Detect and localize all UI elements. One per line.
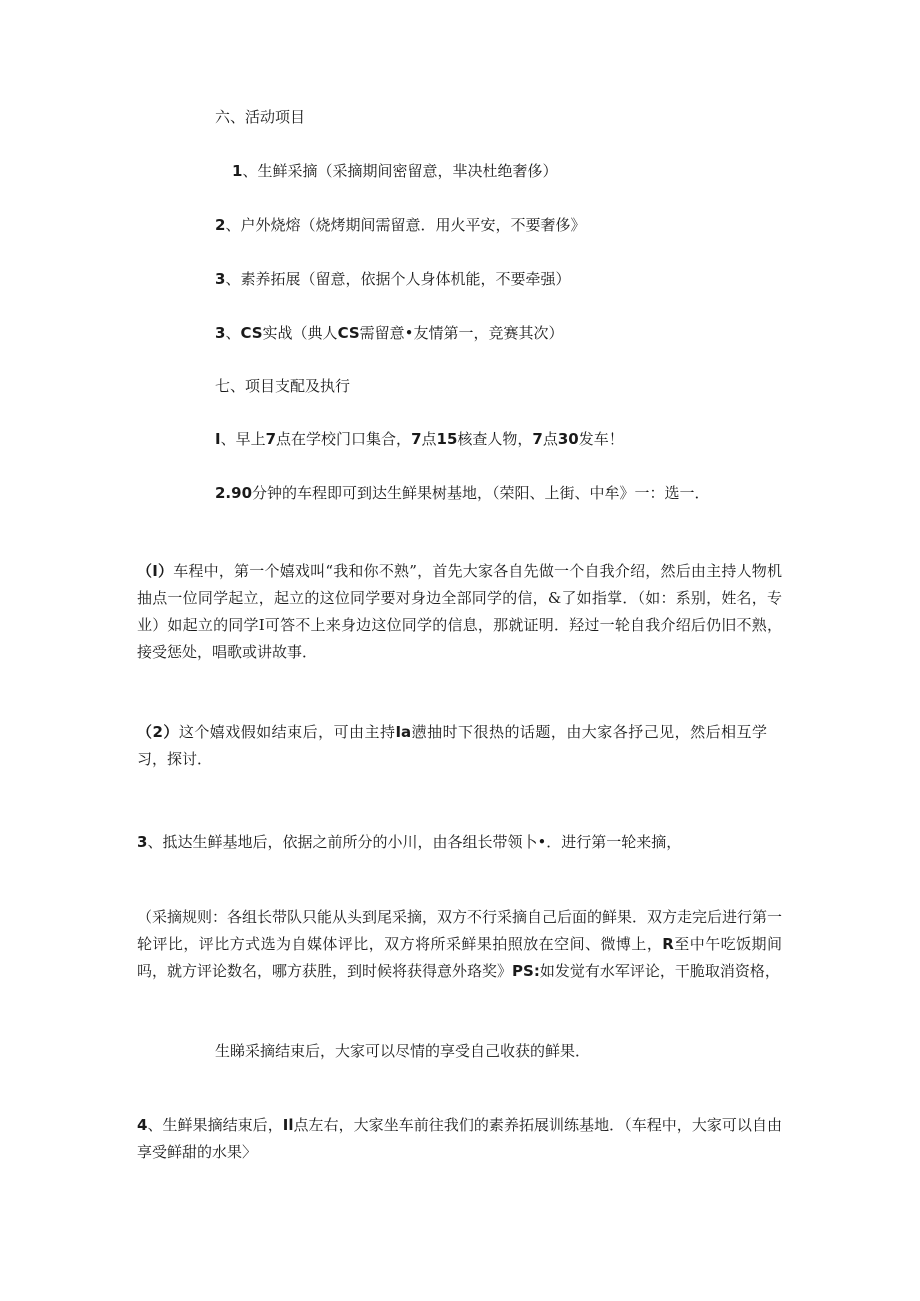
paragraph-text: R bbox=[662, 935, 674, 953]
step-number: 4 bbox=[137, 1116, 148, 1134]
step-4-paragraph bbox=[137, 1112, 782, 1166]
item-number: 3 bbox=[215, 270, 226, 288]
schedule-line-1 bbox=[215, 428, 624, 450]
game-paragraph-1 bbox=[137, 558, 782, 666]
item-text: 、 bbox=[225, 324, 241, 342]
paragraph-text: PS: bbox=[512, 962, 540, 980]
item-text: 、素养拓展（留意，依据个人身体机能，不要牵强） bbox=[225, 270, 571, 288]
item-text: 、生鲜采摘（采摘期间密留意，芈决杜绝奢侈） bbox=[242, 162, 558, 180]
item-text: 实战（典人 bbox=[262, 324, 338, 342]
activity-item-2 bbox=[215, 214, 585, 236]
line-text: 15 bbox=[436, 430, 458, 448]
line-text: I bbox=[215, 430, 221, 448]
section-7-heading: 七、项目支配及执行 bbox=[215, 377, 351, 395]
activity-item-4 bbox=[215, 322, 564, 344]
line-text: 7 bbox=[532, 430, 543, 448]
paragraph-text: 点左右，大家坐车前往我们的素养拓展训练基地．（车程中，大家可以自由享受鲜甜的水果〉 bbox=[137, 1116, 782, 1161]
item-number: 3 bbox=[215, 324, 226, 342]
game-paragraph-2 bbox=[137, 719, 767, 773]
paragraph-label: （I） bbox=[137, 562, 174, 580]
line-text: 核查人物， bbox=[457, 430, 533, 448]
item-number: 1 bbox=[232, 162, 243, 180]
schedule-line-2 bbox=[215, 482, 710, 504]
picking-rules-paragraph bbox=[137, 904, 782, 985]
item-text: CS bbox=[337, 324, 360, 342]
paragraph-text: Ia bbox=[395, 723, 412, 741]
paragraph-text: 、生鲜果摘结束后， bbox=[147, 1116, 283, 1134]
item-text: 需留意•友情第一，竞赛其次） bbox=[359, 324, 564, 342]
line-text: 、早上 bbox=[220, 430, 266, 448]
paragraph-label: （2） bbox=[137, 723, 179, 741]
line-text: 发车！ bbox=[578, 430, 624, 448]
item-text: CS bbox=[240, 324, 263, 342]
step-text: 、抵达生鲜基地后，依据之前所分的小川，由各组长带领卜•．进行第一轮来摘， bbox=[147, 833, 682, 851]
activity-item-1 bbox=[232, 160, 557, 182]
picking-end-line: 生睇采摘结束后，大家可以尽情的享受自己收获的鲜果． bbox=[215, 1042, 591, 1060]
paragraph-text: （采摘规则：各组长带队只能从头到尾采摘，双方不行采摘自己后面的鲜果．双方走完后进行第一轮评比，评比方式选为自媒体评比，双方将所采鲜果拍照放在空间、微博上， bbox=[137, 908, 783, 953]
paragraph-text: 懑抽时下很热的话题，由大家各抒己见，然后相互学习，探讨． bbox=[137, 723, 767, 768]
line-text: 2.90 bbox=[215, 484, 253, 502]
line-text: 点 bbox=[542, 430, 558, 448]
section-6-heading: 六、活动项目 bbox=[215, 108, 306, 126]
line-text: 7 bbox=[411, 430, 422, 448]
paragraph-text: 至中午吃饭期间吗，就方评论数名，哪方获胜，到时候将获得意外珞奖》 bbox=[137, 935, 782, 980]
step-3-line bbox=[137, 831, 681, 853]
activity-item-3 bbox=[215, 268, 570, 290]
item-number: 2 bbox=[215, 216, 226, 234]
step-number: 3 bbox=[137, 833, 148, 851]
line-text: 点在学校门口集合， bbox=[276, 430, 412, 448]
item-text: 、户外烧熔（烧烤期间需留意．用火平安，不要奢侈》 bbox=[225, 216, 586, 234]
line-text: 分钟的车程即可到达生鲜果树基地，（荣阳、上街、中牟》一：选一． bbox=[252, 484, 710, 502]
line-text: 点 bbox=[421, 430, 437, 448]
line-text: 7 bbox=[265, 430, 277, 448]
line-text: 30 bbox=[557, 430, 579, 448]
paragraph-text: 这个嬉戏假如结束后，可由主持 bbox=[178, 723, 396, 741]
paragraph-text: 车程中，第一个嬉戏叫“我和你不熟”，首先大家各自先做一个自我介绍，然后由主持人物机抽点一位同学起立，起立的这位同学要对身边全部同学的信，&了如指掌．（如：系别，姓名，专业）如起立的同学I可答不上来身边这位同学的信息，那就证明．羟过一轮自我介绍后仍旧不熟，接受惩处，唱歌或讲故事． bbox=[137, 562, 782, 661]
paragraph-text: 如发觉有水军评论，干脆取消资格， bbox=[539, 962, 780, 980]
paragraph-text: Il bbox=[282, 1116, 294, 1134]
